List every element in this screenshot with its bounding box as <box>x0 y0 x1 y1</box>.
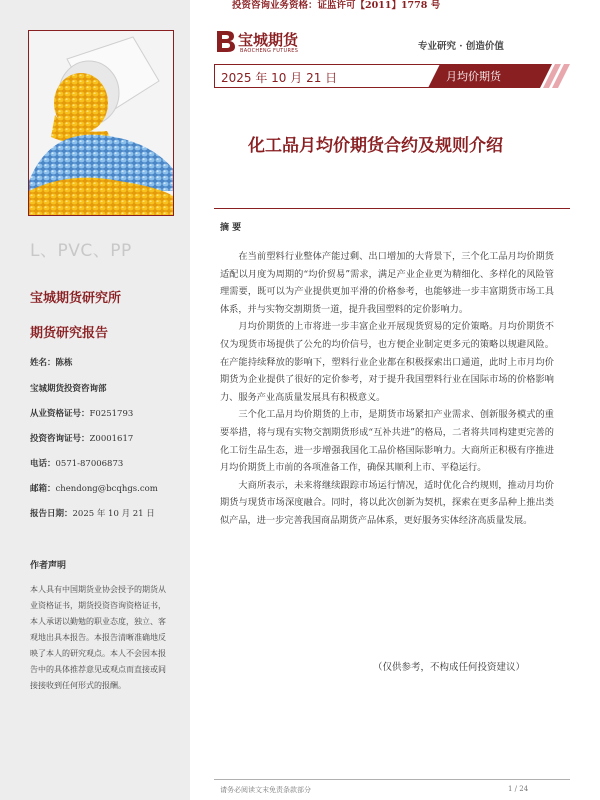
declaration-text: 本人具有中国期货业协会授予的期货从业资格证书，期货投资咨询资格证书，本人承诺以勤勉的职业态度，独立、客观地出具本报告。本报告清晰准确地反映了本人的研究观点。本人不会因本报告中的具体推荐意见或观点而直接或间接接收到任何形式的报酬。 <box>30 585 166 690</box>
license-number: 从业资格证号：F0251793 <box>30 409 134 419</box>
declaration-title: 作者声明 <box>30 561 67 571</box>
report-type: 期货研究报告 <box>30 326 109 341</box>
footer-notice: 请务必阅读文末免责条款部分 <box>220 786 311 794</box>
abstract-paragraph: 月均价期货的上市将进一步丰富企业开展现货贸易的定价策略。月均价期货不仅为现货市场提供了公允的均价信号，也方便企业制定更多元的策略以规避风险。在产能持续释放的影响下，塑料行业企业都在积极探索出口通道，此时上市月均价期货为企业提供了很好的定价参考，对于提升我国塑料行业在国际市场的价格影响力、服务产业高质量发展具有积极意义。 <box>220 321 554 403</box>
report-date-banner: 2025 年 10 月 21 日 <box>221 71 338 85</box>
sidebar <box>0 0 190 800</box>
banner-stripes <box>214 64 570 88</box>
author-dept: 宝城期货投资咨询部 <box>30 384 107 394</box>
product-codes: L、PVC、PP <box>30 241 132 261</box>
qualification-line: 投资咨询业务资格：证监许可【2011】1778 号 <box>232 0 441 11</box>
company-logo <box>214 28 314 56</box>
slogan: 专业研究 · 创造价值 <box>418 41 504 52</box>
logo-text-cn: 宝城期货 <box>238 31 299 49</box>
institute-name: 宝城期货研究所 <box>30 291 122 306</box>
investment-disclaimer: （仅供参考，不构成任何投资建议） <box>373 662 526 673</box>
report-category: 月均价期货 <box>446 70 501 83</box>
abstract-label: 摘 要 <box>220 223 242 233</box>
title-divider <box>214 208 570 209</box>
page-number: 1 / 24 <box>508 785 529 793</box>
abstract-paragraph: 大商所表示，未来将继续跟踪市场运行情况，适时优化合约规则，推动月均价期货与现货市场深度融合。同时，将以此次创新为契机，探索在更多品种上推出类似产品，进一步完善我国商品期货产品体系，更好服务实体经济高质量发展。 <box>220 479 554 526</box>
report-title: 化工品月均价期货合约及规则介绍 <box>248 136 503 156</box>
cover-photo-plastic-pellets <box>28 30 174 216</box>
footer-divider <box>214 779 570 780</box>
phone: 电话：0571-87006873 <box>30 459 124 469</box>
abstract-paragraph: 三个化工品月均价期货的上市，是期货市场紧扣产业需求、创新服务模式的重要举措，将与现有实物交割期货形成“互补共进”的格局，二者将共同构建更完善的化工衍生品生态，进一步增强我国化工品价格国际影响力。大商所正积极有序推进月均价期货上市前的各项准备工作，确保其顺利上市、平稳运行。 <box>220 409 554 474</box>
date-banner <box>214 64 570 88</box>
logo-mark-icon <box>214 28 238 54</box>
email[interactable]: 邮箱：chendong@bcqhgs.com <box>30 484 158 494</box>
abstract-paragraph: 在当前塑料行业整体产能过剩、出口增加的大背景下，三个化工品月均价期货适配以月度为周期的“均价贸易”需求，满足产业企业更为精细化、多样化的风险管理需要，既可以为产业提供更加平滑的价格参考，也能够进一步丰富期货市场工具体系，并与实物交割期货一道，提升我国塑料的定价影响力。 <box>220 251 554 315</box>
logo-text-en: BAOCHENG FUTURES <box>240 48 299 54</box>
abstract-body <box>220 248 554 530</box>
author-name: 姓名：陈栋 <box>30 358 73 368</box>
consult-license-number: 投资咨询证号：Z0001617 <box>30 434 134 444</box>
report-date: 报告日期：2025 年 10 月 21 日 <box>30 509 155 519</box>
